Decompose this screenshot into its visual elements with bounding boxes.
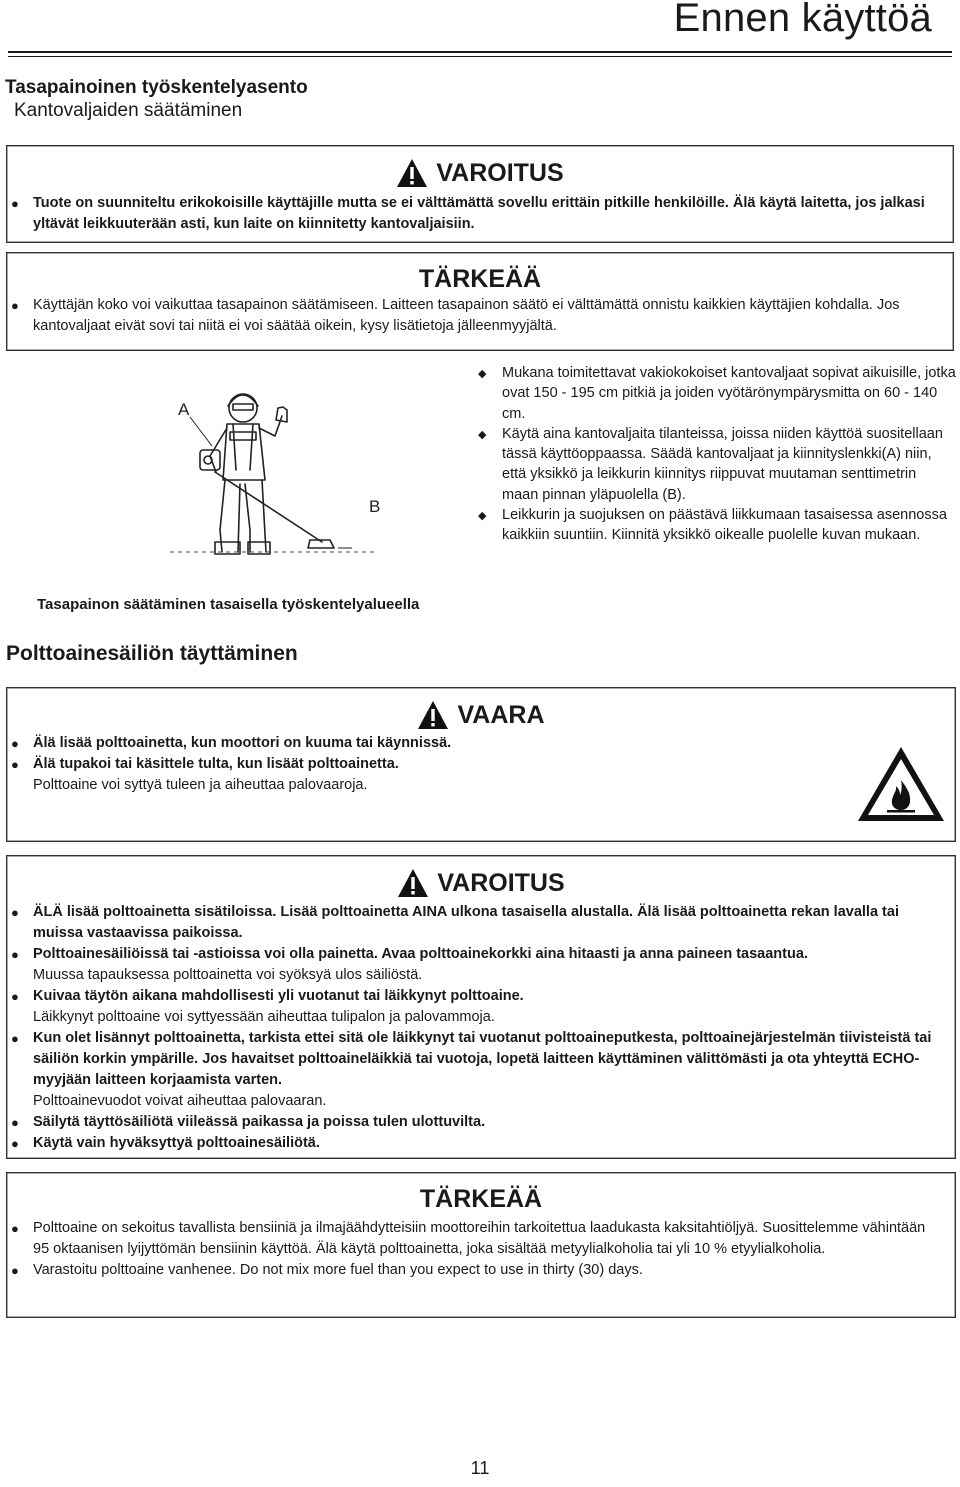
header-rule-thin (8, 56, 952, 57)
label-a: A (178, 400, 190, 419)
danger-list (7, 733, 567, 796)
list-item-bold-text: Kuivaa täytön aikana mahdollisesti yli vuotanut tai läikkynyt polttoaine. (33, 988, 524, 1004)
warning-heading (7, 868, 955, 898)
bullet-circle-icon: ● (11, 196, 19, 211)
figure-caption: Tasapainon säätäminen tasaisella työskentelyalueella (37, 596, 420, 613)
bullet-circle-icon: ● (11, 1136, 19, 1151)
warning-heading-text: VAROITUS (436, 158, 564, 187)
bullet-circle-icon: ● (11, 1115, 19, 1130)
list-item (7, 754, 567, 796)
list-item-detail-text: Polttoainevuodot voivat aiheuttaa palovaaran. (33, 1093, 327, 1109)
list-item-text: Käyttäjän koko voi vaikuttaa tasapainon säätämiseen. Laitteen tasapainon säätö ei välttämättä onnistu kaikkien käyttäjien kohdalla. Jos kantovaljaat eivät sovi tai niitä ei voi säätää oikein, kysy lisätietoja jälleenmyyjältä. (33, 297, 900, 334)
bullet-circle-icon: ● (11, 989, 19, 1004)
list-item-bold-text: ÄLÄ lisää polttoainetta sisätiloissa. Lisää polttoainetta AINA ulkona tasaisella alustalla. Älä lisää polttoainetta rekan lavalla tai muissa vastaavissa paikoissa. (33, 904, 899, 941)
list-item-text: Polttoaine on sekoitus tavallista bensiiniä ja ilmajäähdytteisiin moottoreihin tarkoitettua laadukasta kaksitahtiöljyä. Suosittelemme vähintään 95 oktaanisen lyijyttömän bensiinin käyttöä. Älä käytä polttoainetta, joka sisältää metyylialkoholia tai yli 10 % etyylialkoholia. (33, 1220, 926, 1257)
warning-triangle-icon (397, 868, 429, 898)
list-item (7, 902, 945, 944)
list-item (474, 363, 956, 424)
list-item (7, 295, 945, 337)
warning-triangle-icon (417, 700, 449, 730)
section-subtitle: Kantovaljaiden säätäminen (14, 100, 243, 121)
important-list (7, 1218, 955, 1281)
list-item (474, 505, 956, 546)
bullet-circle-icon: ● (11, 905, 19, 920)
list-item (7, 1133, 945, 1154)
list-item (7, 1260, 943, 1281)
list-item-bold-text: Kun olet lisännyt polttoainetta, tarkista ettei sitä ole läikkynyt tai vuotanut polttoaineputkesta, polttoainejärjestelmän tiivisteistä tai säiliön korkin ympärille. Jos havaitset polttoaineläikkiä tai vuotoja, lopetä laitteen käyttäminen välittömästi ja ota yhteyttä ECHO-myyjään laitteen korjaamista varten. (33, 1030, 932, 1088)
list-item-bold-text: Älä tupakoi tai käsittele tulta, kun lisäät polttoainetta. (33, 756, 399, 772)
warning-box (6, 145, 954, 243)
list-item (7, 1112, 945, 1133)
list-item-text: Varastoitu polttoaine vanhenee. Do not mix more fuel than you expect to use in thirty (30) days. (33, 1262, 643, 1278)
list-item-bold-text: Käytä vain hyväksyttyä polttoainesäiliötä. (33, 1135, 320, 1151)
section-title: Tasapainoinen työskentelyasento (5, 77, 308, 98)
fuel-section-title: Polttoainesäiliön täyttäminen (6, 642, 298, 665)
bullet-diamond-icon: ◆ (478, 428, 487, 441)
danger-heading (7, 700, 955, 730)
important-box (6, 1172, 956, 1318)
list-item-bold-text: Säilytä täyttösäiliötä viileässä paikassa ja poissa tulen ulottuvilta. (33, 1114, 486, 1130)
list-item (7, 193, 945, 235)
important-list (7, 295, 953, 337)
warning-box (6, 855, 956, 1159)
bullet-circle-icon: ● (11, 736, 19, 751)
important-box (6, 252, 954, 351)
bullet-diamond-icon: ◆ (478, 368, 487, 380)
bullet-circle-icon: ● (11, 298, 19, 313)
list-item (7, 1218, 943, 1260)
bullet-circle-icon: ● (11, 1031, 19, 1046)
bullet-circle-icon: ● (11, 947, 19, 962)
trimmer-operator-illustration (170, 380, 450, 575)
important-heading: TÄRKEÄÄ (419, 1185, 543, 1213)
list-item-bold-text: Polttoainesäiliöissä tai -astioissa voi olla painetta. Avaa polttoainekorkki aina hitaasti ja anna paineen tasaantua. (33, 946, 808, 962)
warning-list (7, 902, 955, 1154)
list-item-text: Käytä aina kantovaljaita tilanteissa, joissa niiden käyttöä suositellaan tässä käyttöoppaassa. Säädä kantovaljaat ja kiinnityslenkki(A) niin, että yksikkö ja leikkurin kiinnitys riippuvat muutaman senttimetrin maan pinnan yläpuolella (B). (502, 425, 943, 503)
list-item-detail-text: Polttoaine voi syttyä tuleen ja aiheuttaa palovaaroja. (33, 777, 368, 793)
header-rule (8, 51, 952, 53)
bullet-circle-icon: ● (11, 757, 19, 772)
bullet-circle-icon: ● (11, 1263, 19, 1278)
danger-box (6, 687, 956, 842)
list-item (7, 986, 945, 1028)
label-b: B (369, 497, 381, 516)
fire-hazard-icon (855, 744, 947, 824)
bullet-circle-icon: ● (11, 1221, 19, 1236)
list-item-detail-text: Muussa tapauksessa polttoainetta voi syöksyä ulos säiliöstä. (33, 967, 423, 983)
list-item (7, 1028, 945, 1112)
important-heading: TÄRKEÄÄ (418, 265, 542, 293)
warning-heading-text: VAROITUS (437, 868, 565, 897)
list-item-text: Mukana toimitettavat vakiokokoiset kantovaljaat sopivat aikuisille, jotka ovat 150 - 195 cm pitkiä ja joiden vyötärönympärysmitta on 60 - 140 cm. (502, 365, 956, 422)
list-item-text: Leikkurin ja suojuksen on päästävä liikkumaan tasaisessa asennossa kaikkiin suuntiin. Kiinnitä yksikkö oikealle puolelle kuvan mukaan. (502, 507, 947, 544)
warning-heading (7, 158, 953, 188)
warning-triangle-icon (396, 158, 428, 188)
danger-heading-text: VAARA (457, 700, 545, 729)
warning-list (7, 193, 953, 235)
instruction-list (474, 363, 956, 546)
list-item-text: Tuote on suunniteltu erikokoisille käyttäjille mutta se ei välttämättä sovellu erittäin pitkille henkilöille. Älä käytä laitetta, jos jalkasi yltävät leikkuuterään asti, kun laite on kiinnitetty kantovaljaisiin. (33, 195, 925, 232)
list-item (474, 424, 956, 505)
page-number: 11 (470, 1458, 490, 1478)
list-item-bold-text: Älä lisää polttoainetta, kun moottori on kuuma tai käynnissä. (33, 735, 452, 751)
bullet-diamond-icon: ◆ (478, 510, 487, 523)
page-header (0, 0, 960, 60)
list-item (7, 944, 945, 986)
chapter-title: Ennen käyttöä (673, 0, 932, 40)
list-item (7, 733, 567, 754)
list-item-detail-text: Läikkynyt polttoaine voi syttyessään aiheuttaa tulipalon ja palovammoja. (33, 1009, 495, 1025)
